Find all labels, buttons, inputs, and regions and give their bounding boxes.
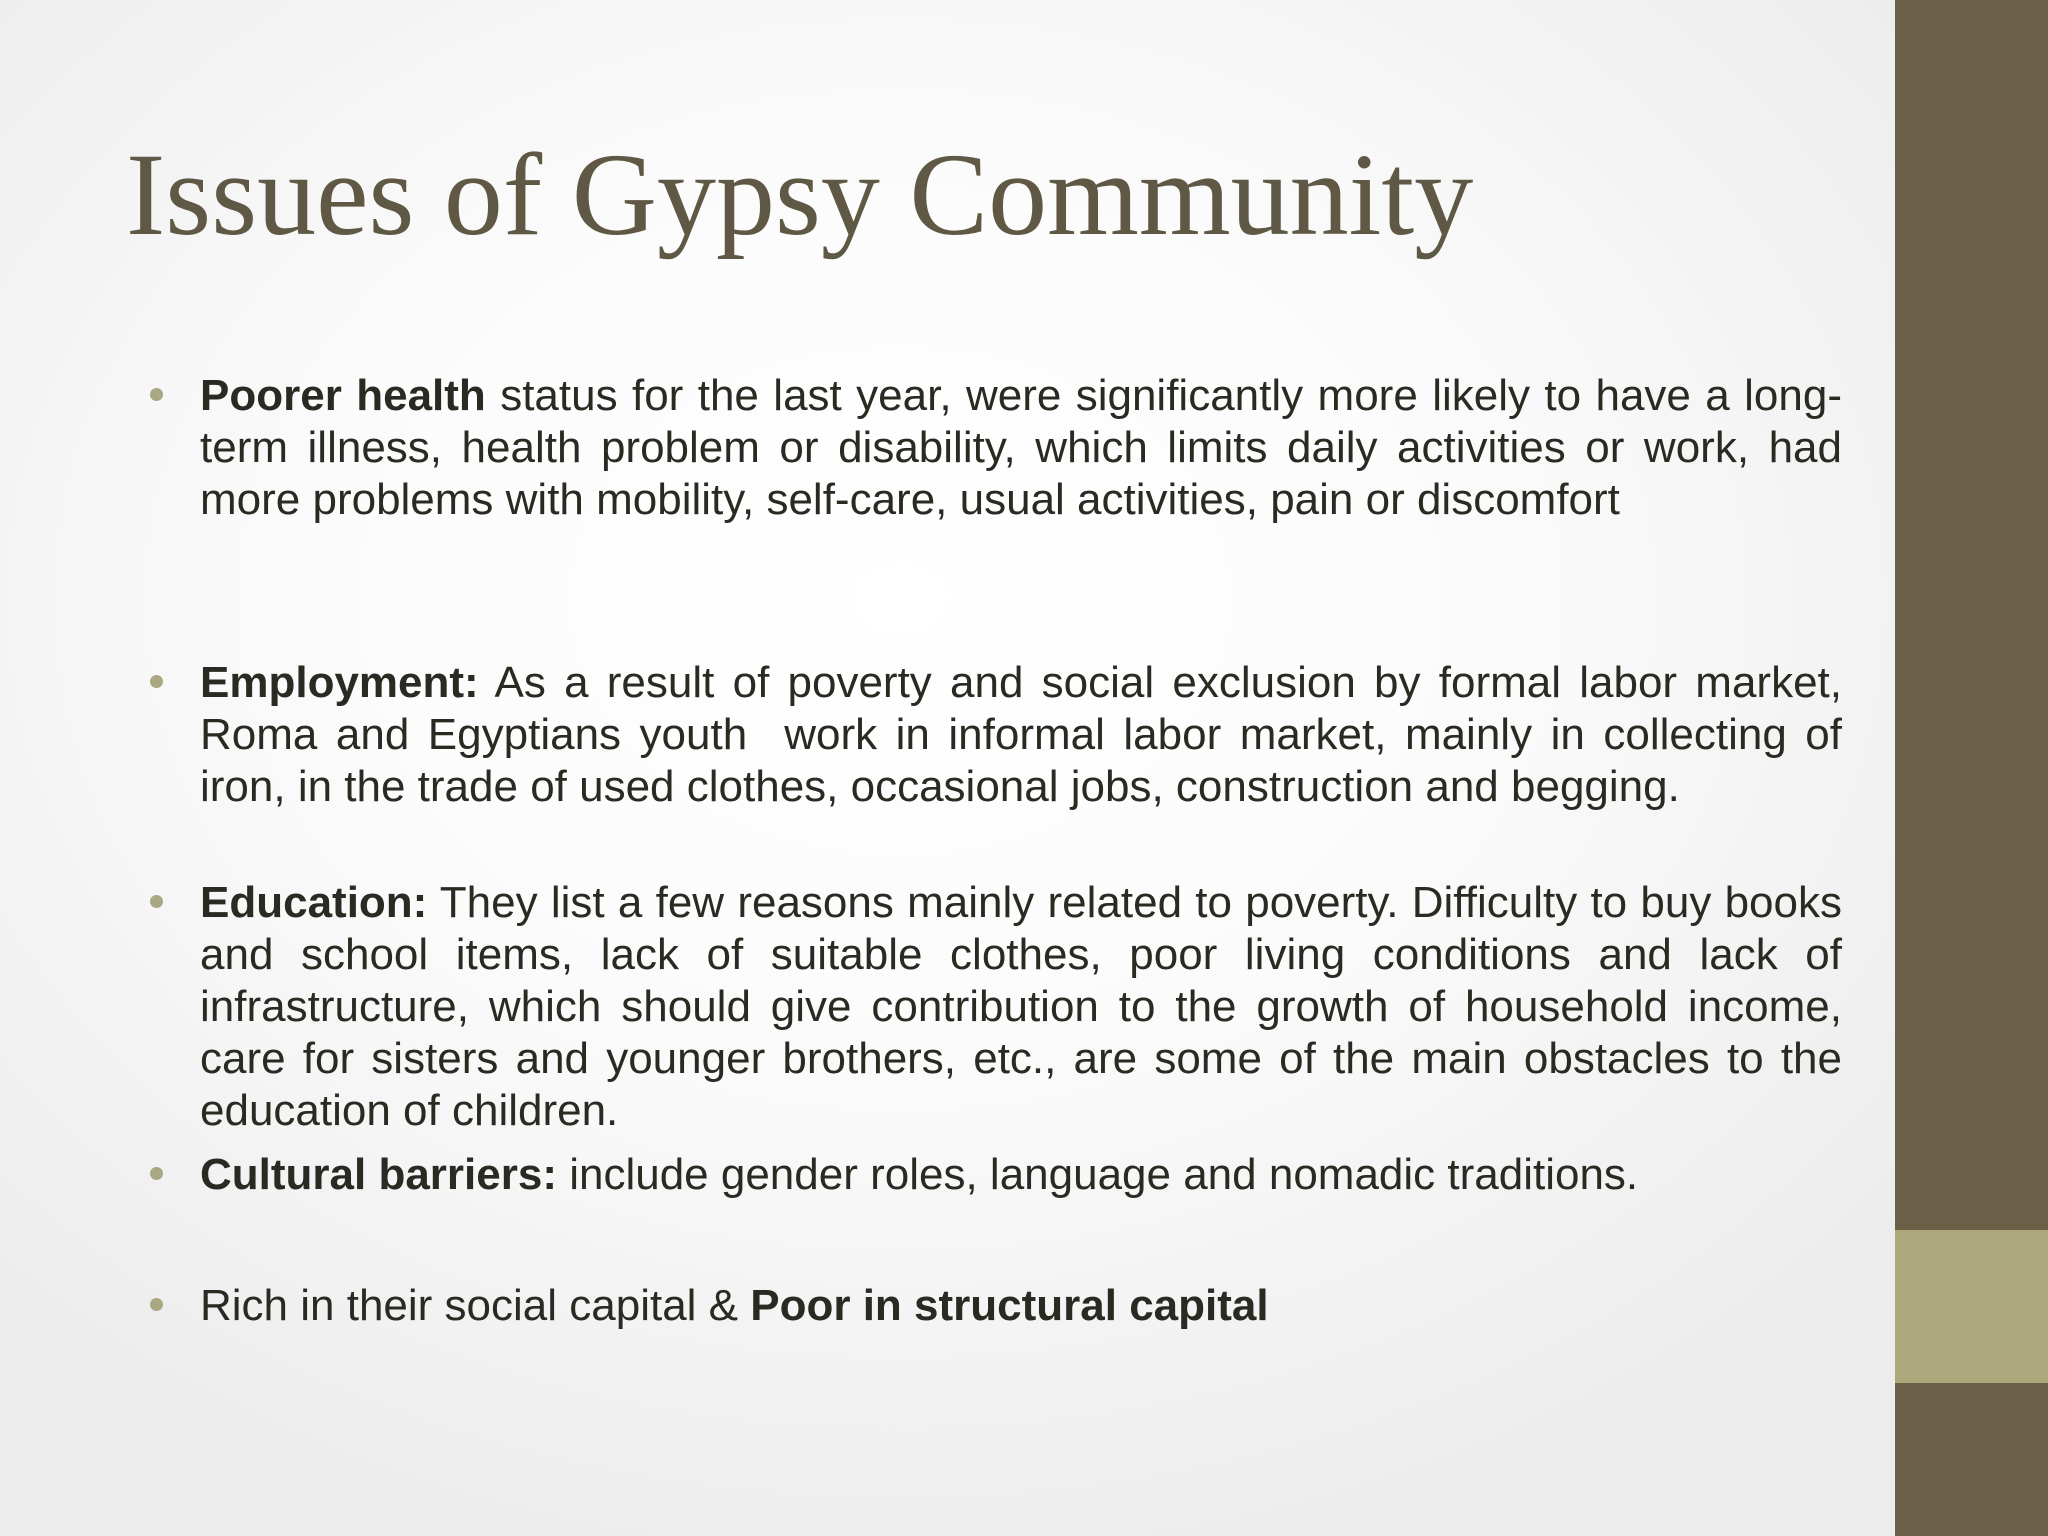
- bullet-dot-icon: [150, 675, 163, 688]
- bullet-text: As a result of poverty and social exclusion by formal labor market, Roma and Egyptians youth work in informal labor market, mainly in collecting of iron, in the trade of used clothes, occasional jobs, construction and begging.: [200, 658, 1855, 811]
- side-decor-accent: [1895, 1230, 2048, 1383]
- bullet-heading: Poorer health: [200, 371, 486, 420]
- slide-title: Issues of Gypsy Community: [126, 129, 1474, 260]
- bullet-text: status for the last year, were significantly more likely to have a long-term illness, health problem or disability, which limits daily activities or work, had more problems with mobility, self-care, usual activities, pain or discomfort: [200, 371, 1842, 524]
- bullet-item-cultural: [200, 1149, 1842, 1201]
- bullet-heading: Cultural barriers:: [200, 1150, 557, 1199]
- bullet-item-capital: [200, 1280, 1842, 1332]
- bullet-heading: Education:: [200, 878, 428, 927]
- bullet-dot-icon: [150, 1167, 163, 1180]
- bullet-item-employment: [200, 657, 1855, 813]
- bullet-item-education: [200, 877, 1842, 1137]
- bullet-heading: Poor in structural capital: [750, 1281, 1269, 1330]
- bullet-dot-icon: [150, 895, 163, 908]
- bullet-item-health: [200, 370, 1842, 526]
- bullet-heading: Employment:: [200, 658, 479, 707]
- bullet-text: Rich in their social capital &: [200, 1281, 751, 1330]
- bullet-dot-icon: [150, 1298, 163, 1311]
- bullet-text: include gender roles, language and nomadic traditions.: [556, 1150, 1639, 1199]
- bullet-text: They list a few reasons mainly related to poverty. Difficulty to buy books and school items, lack of suitable clothes, poor living conditions and lack of infrastructure, which should give contribution to the growth of household income, care for sisters and younger brothers, etc., are some of the main obstacles to the education of children.: [200, 878, 1842, 1135]
- bullet-dot-icon: [150, 388, 163, 401]
